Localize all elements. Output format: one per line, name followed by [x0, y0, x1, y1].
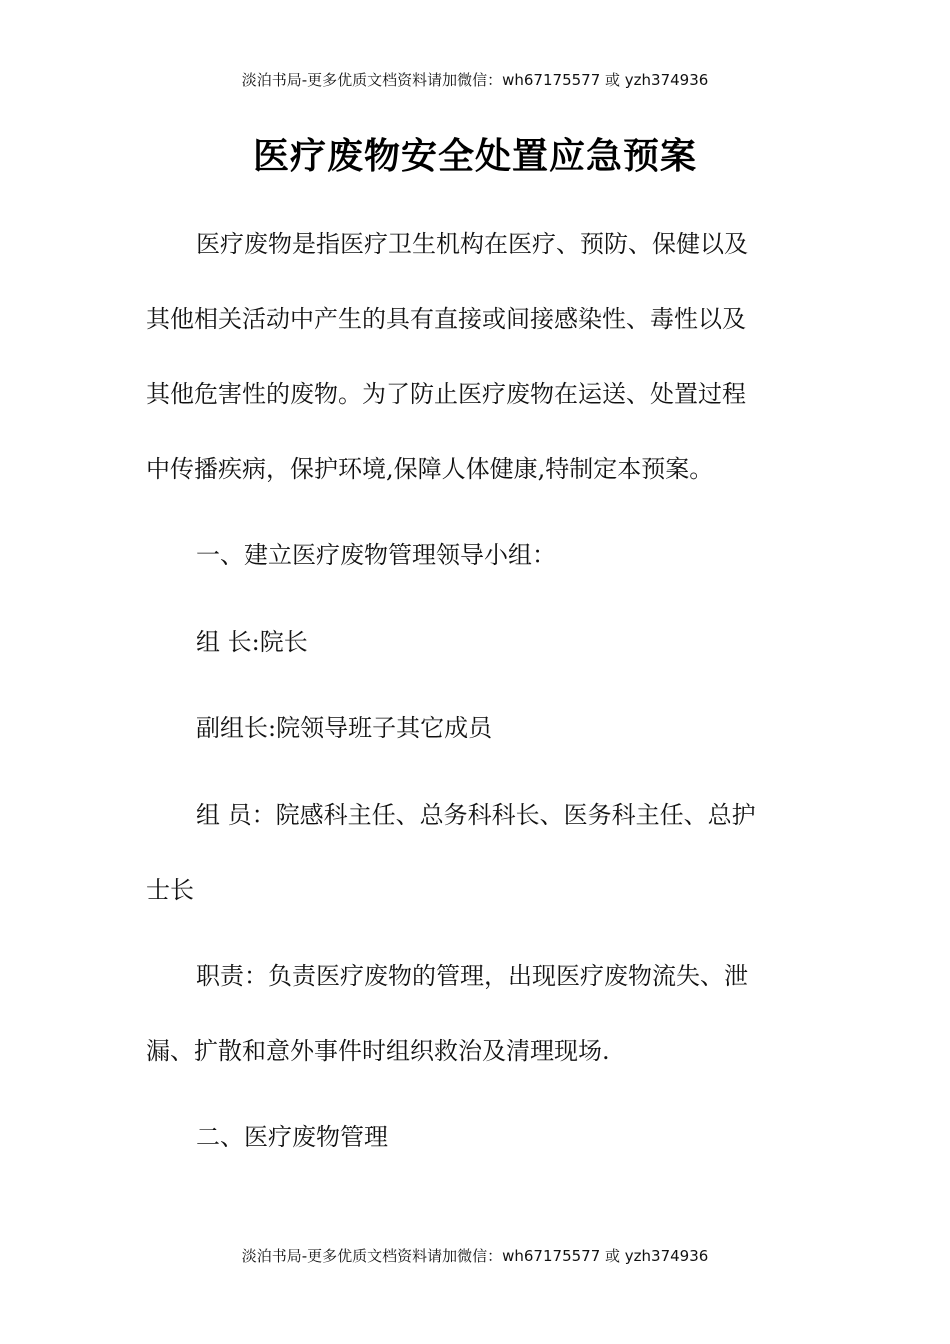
document-title: 医疗废物安全处置应急预案: [252, 136, 697, 177]
leader-line: 组 长:院长: [196, 628, 308, 656]
duties-line: 漏、扩散和意外事件时组织救治及清理现场.: [146, 1037, 610, 1065]
deputy-leader-line: 副组长:院领导班子其它成员: [196, 714, 493, 742]
footer-watermark: 淡泊书局-更多优质文档资料请加微信：wh67175577 或 yzh374936: [241, 1247, 709, 1265]
members-line: 组 员：院感科主任、总务科科长、医务科主任、总护: [196, 801, 756, 829]
duties-line: 职责：负责医疗废物的管理，出现医疗废物流失、泄: [196, 962, 748, 990]
intro-line: 医疗废物是指医疗卫生机构在医疗、预防、保健以及: [196, 230, 748, 258]
intro-line: 其他相关活动中产生的具有直接或间接感染性、毒性以及: [146, 305, 746, 333]
members-line: 士长: [146, 876, 194, 904]
header-watermark: 淡泊书局-更多优质文档资料请加微信：wh67175577 或 yzh374936: [241, 71, 709, 89]
intro-line: 其他危害性的废物。为了防止医疗废物在运送、处置过程: [146, 380, 746, 408]
intro-line: 中传播疾病，保护环境,保障人体健康,特制定本预案。: [146, 455, 714, 483]
section1-heading: 一、建立医疗废物管理领导小组：: [196, 541, 556, 569]
section2-heading: 二、医疗废物管理: [196, 1123, 388, 1151]
